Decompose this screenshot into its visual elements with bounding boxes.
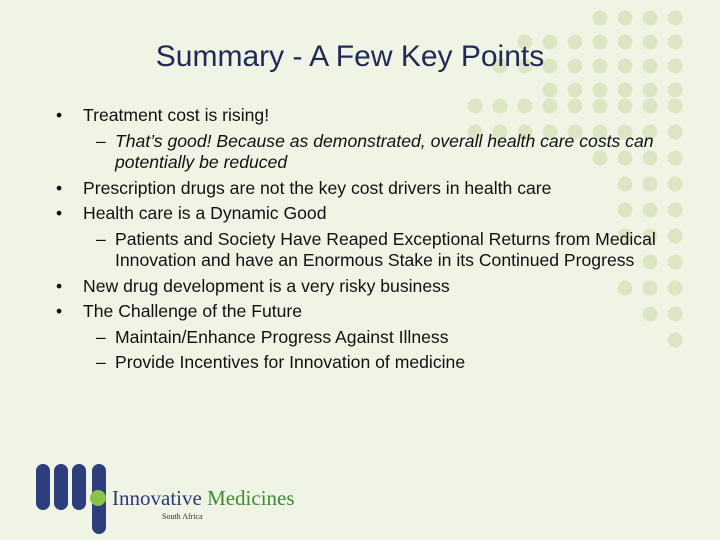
- sub-bullet-text: Maintain/Enhance Progress Against Illness: [115, 326, 449, 347]
- decorative-dot: [668, 203, 683, 218]
- decorative-dot: [618, 11, 633, 26]
- sub-bullet-item: [56, 131, 656, 174]
- slide-title: Summary - A Few Key Points: [155, 40, 545, 73]
- bullet-list: [56, 105, 656, 378]
- brand-subtitle: South Africa: [162, 512, 203, 521]
- decorative-dot: [668, 281, 683, 296]
- dash-marker: –: [96, 130, 106, 151]
- decorative-dot: [668, 83, 683, 98]
- decorative-dot: [618, 59, 633, 74]
- decorative-dot: [668, 11, 683, 26]
- sub-bullet-text: Patients and Society Have Reaped Exceptional Returns from Medical Innovation and have an Enormous Stake in its Continued Progress: [115, 228, 656, 270]
- decorative-dot: [643, 35, 658, 50]
- sub-bullet-item: [56, 229, 656, 272]
- decorative-dot: [668, 99, 683, 114]
- bullet-text: Treatment cost is rising!: [83, 105, 270, 125]
- dash-marker: –: [96, 228, 106, 249]
- brand-name-part2: Medicines: [207, 486, 295, 510]
- decorative-dot: [543, 83, 558, 98]
- decorative-dot: [593, 35, 608, 50]
- bullet-marker: •: [56, 177, 63, 198]
- bullet-item: [56, 301, 656, 323]
- decorative-dot: [668, 307, 683, 322]
- bullet-item: [56, 276, 656, 298]
- decorative-dot: [618, 83, 633, 98]
- decorative-dot: [593, 11, 608, 26]
- bullet-text: The Challenge of the Future: [83, 301, 303, 321]
- sub-bullet-text: Provide Incentives for Innovation of medicine: [115, 352, 466, 372]
- decorative-dot: [668, 229, 683, 244]
- decorative-dot: [668, 333, 683, 348]
- dash-marker: –: [96, 352, 106, 372]
- sub-bullet-item: [56, 327, 656, 349]
- logo-mark-icon: [34, 462, 114, 538]
- bullet-item: [56, 178, 656, 200]
- decorative-dot: [668, 35, 683, 50]
- bullet-marker: •: [56, 105, 63, 125]
- brand-name: [112, 486, 295, 521]
- sub-bullet-item: [56, 352, 656, 374]
- decorative-dot: [668, 255, 683, 270]
- decorative-dot: [593, 59, 608, 74]
- bullet-marker: •: [56, 275, 63, 296]
- bullet-text: Health care is a Dynamic Good: [83, 203, 327, 223]
- bullet-text: Prescription drugs are not the key cost drivers in health care: [83, 177, 552, 198]
- sub-bullet-text: That’s good! Because as demonstrated, overall health care costs can potentially be reduced: [115, 130, 654, 172]
- decorative-dot: [643, 83, 658, 98]
- decorative-dot: [668, 151, 683, 166]
- decorative-dot: [643, 11, 658, 26]
- bullet-item: [56, 105, 656, 127]
- decorative-dot: [643, 59, 658, 74]
- decorative-dot: [618, 35, 633, 50]
- brand-name-part1: Innovative: [112, 486, 202, 510]
- bullet-marker: •: [56, 203, 63, 223]
- decorative-dot: [568, 83, 583, 98]
- decorative-dot: [668, 59, 683, 74]
- decorative-dot: [668, 125, 683, 140]
- decorative-dot: [668, 177, 683, 192]
- decorative-dot: [593, 83, 608, 98]
- bullet-item: [56, 203, 656, 225]
- dash-marker: –: [96, 326, 106, 347]
- bullet-text: New drug development is a very risky business: [83, 275, 450, 296]
- bullet-marker: •: [56, 301, 63, 321]
